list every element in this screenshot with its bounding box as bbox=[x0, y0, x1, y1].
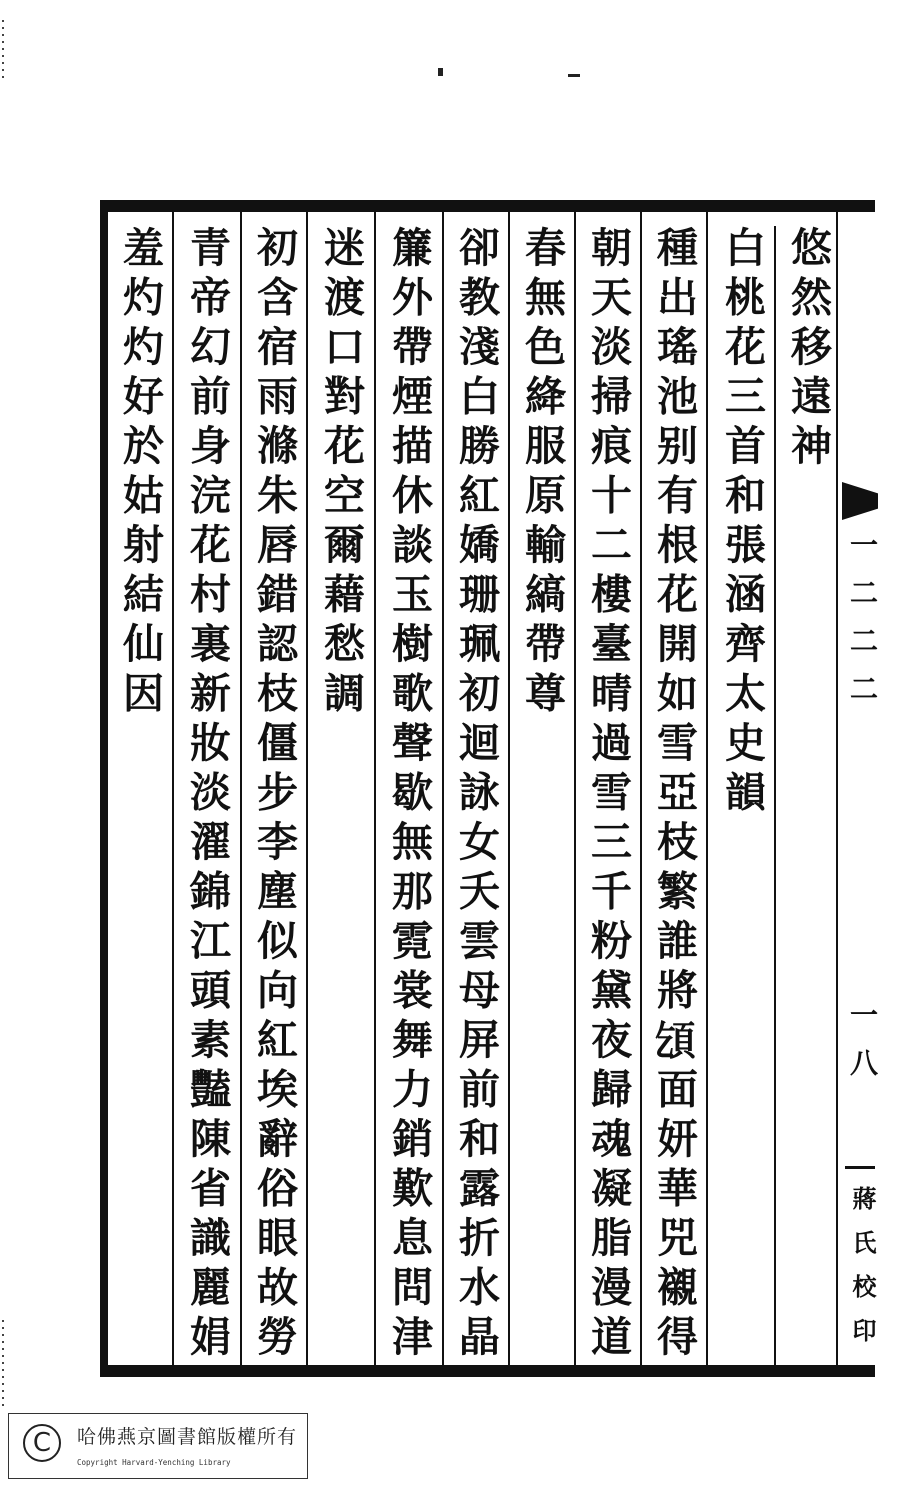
text-column bbox=[642, 226, 706, 1366]
scan-edge-marks bbox=[2, 20, 4, 80]
column-rule bbox=[706, 212, 708, 1365]
copyright-stamp bbox=[8, 1413, 308, 1479]
scan-edge-marks bbox=[2, 1320, 4, 1410]
text-column bbox=[242, 226, 306, 1366]
text-column bbox=[108, 226, 172, 1366]
text-column bbox=[510, 226, 574, 1366]
column-rule bbox=[306, 212, 308, 1365]
scan-speck bbox=[568, 74, 580, 77]
publisher-mark: 蔣氏校印 bbox=[848, 1186, 877, 1362]
leaf-mark: 一八 bbox=[846, 1000, 879, 1096]
page-number: 一二二二 bbox=[846, 530, 879, 722]
column-text: 悠然移遠神 bbox=[784, 226, 832, 474]
column-text: 卻教淺白勝紅嬌珊珮初迴詠女夭雲母屏前和露折水晶 bbox=[452, 226, 500, 1365]
column-text: 青帝幻前身浣花村裏新妝淡濯錦江頭素豔陳省識麗娟 bbox=[183, 226, 231, 1365]
column-rule bbox=[374, 212, 376, 1365]
column-text: 春無色絳服原輸縞帶尊 bbox=[518, 226, 566, 721]
column-text: 朝天淡掃痕十二樓臺晴過雪三千粉黛夜歸魂凝脂漫道 bbox=[584, 226, 632, 1365]
column-text: 迷渡口對花空爾藉愁調 bbox=[317, 226, 365, 721]
copyright-text-cn: 哈佛燕京圖書館版權所有 bbox=[77, 1426, 298, 1448]
copyright-icon: C bbox=[23, 1424, 61, 1462]
text-column bbox=[377, 226, 441, 1366]
text-column bbox=[710, 226, 774, 1366]
column-text: 簾外帶煙描休談玉樹歌聲歇無那霓裳舞力銷歎息問津 bbox=[385, 226, 433, 1365]
margin-rule bbox=[845, 1166, 875, 1169]
column-text: 初含宿雨滌朱唇錯認枝僵步李塵似向紅埃辭俗眼故勞 bbox=[250, 226, 298, 1365]
column-rule bbox=[172, 212, 174, 1365]
text-column bbox=[576, 226, 640, 1366]
poem-title: 白桃花三首和張涵齊太史韻 bbox=[718, 226, 766, 820]
copyright-text-en: Copyright Harvard-Yenching Library bbox=[77, 1458, 231, 1467]
text-column bbox=[309, 226, 373, 1366]
text-column bbox=[444, 226, 508, 1366]
text-column bbox=[776, 226, 840, 1366]
text-column bbox=[175, 226, 239, 1366]
column-text: 種出瑤池别有根花開如雪亞枝繁誰將𩑔面妍華兕襯得 bbox=[650, 226, 698, 1365]
scan-speck bbox=[438, 68, 443, 76]
column-text: 羞灼灼好於姑射結仙因 bbox=[116, 226, 164, 721]
